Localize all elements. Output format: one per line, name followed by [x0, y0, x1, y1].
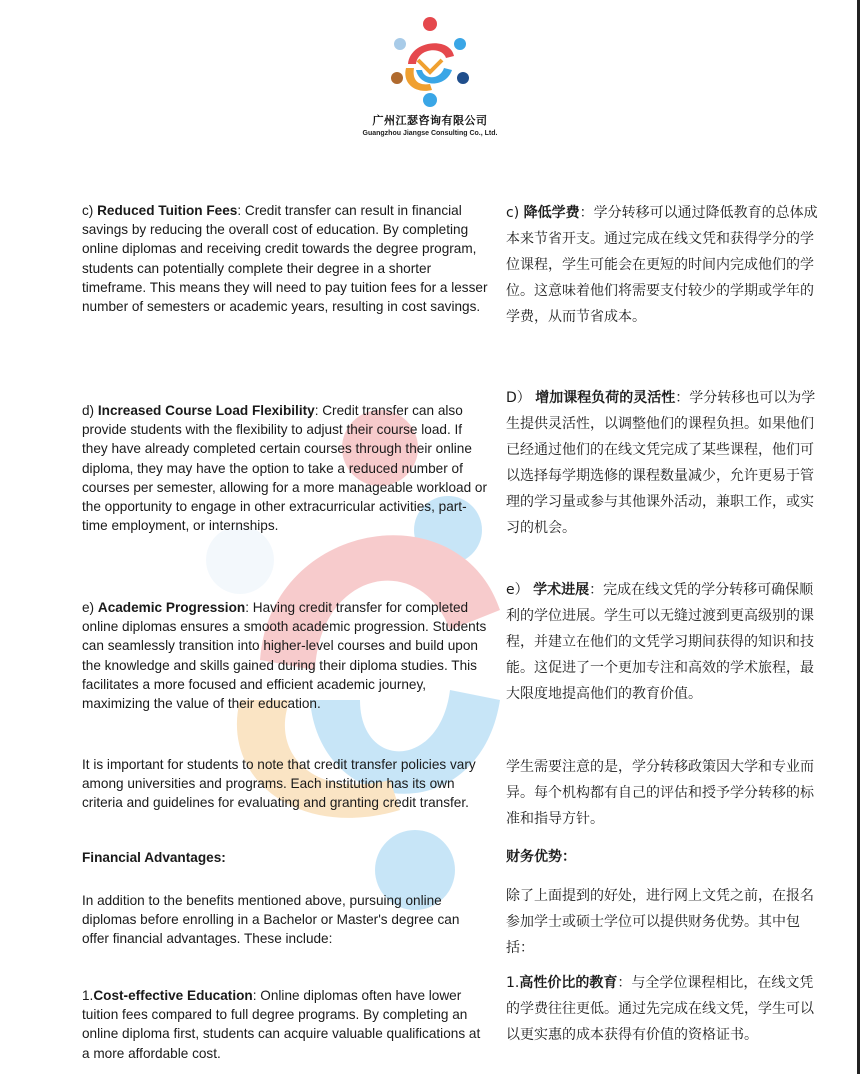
cn-c-prefix: c): [506, 205, 524, 221]
cn-e-heading: 学术进展: [533, 582, 590, 598]
cn-financial-heading: [506, 844, 824, 870]
cn-financial-intro: [506, 883, 824, 961]
en-e-body: : Having credit transfer for completed online diplomas ensures a smooth academic progression. Students can seamlessly transition into higher-level courses and build upon the knowledge and skills gained during their diploma studies. This facilitates a more focused and efficient academic journey, maximizing the value of their education.: [82, 600, 487, 712]
en-c-body: : Credit transfer can result in financial savings by reducing the overall cost of education. By completing online diplomas and receiving credit towards the degree program, students can potentially complete their degree in a shorter timeframe. This means they will need to pay tuition fees for a lesser number of semesters or academic years, resulting in cost savings.: [82, 203, 488, 315]
en-financial-intro-text: In addition to the benefits mentioned above, pursuing online diplomas before enrolling in a Bachelor or Master's degree can offer financial advantages. These include:: [82, 893, 460, 947]
watermark-dot-lightblue: [206, 526, 274, 594]
en-item1-heading: Cost-effective Education: [93, 988, 253, 1003]
cn-e-prefix: e）: [506, 582, 534, 598]
cn-item1-heading: 高性价比的教育: [519, 975, 618, 991]
header-logo: [0, 14, 860, 137]
cn-section-c: [506, 200, 824, 330]
cn-financial-heading-text: 财务优势：: [506, 849, 576, 865]
cn-section-e: [506, 577, 824, 707]
cn-c-body: ：学分转移可以通过降低教育的总体成本来节省开支。通过完成在线文凭和获得学分的学位课程，学生可能会在更短的时间内完成他们的学位。这意味着他们将需要支付较少的学期或学年的学费，从而节省成本。: [506, 205, 818, 325]
en-d-prefix: d): [82, 403, 98, 418]
en-note-text: It is important for students to note that credit transfer policies vary among universities and programs. Each institution has its own criteria and guidelines for evaluating and granting credit transfer.: [82, 757, 476, 811]
cn-financial-intro-text: 除了上面提到的好处，进行网上文凭之前，在报名参加学士或硕士学位可以提供财务优势。其中包括：: [506, 888, 814, 956]
en-note: [82, 755, 490, 813]
company-logo-icon: [388, 14, 472, 108]
en-section-e: [82, 598, 490, 713]
cn-d-heading: 增加课程负荷的灵活性: [535, 390, 676, 406]
en-financial-intro: [82, 891, 490, 949]
en-financial-heading: [82, 848, 490, 867]
cn-item-1: [506, 970, 824, 1048]
en-d-body: : Credit transfer can also provide students with the flexibility to adjust their course load. If they have already completed certain courses through their online diploma, they may have the option to take a reduced number of courses per semester, allowing for a more manageable workload or the opportunity to engage in other extracurricular activities, part-time employment, or internships.: [82, 403, 487, 534]
en-e-prefix: e): [82, 600, 98, 615]
en-c-prefix: c): [82, 203, 98, 218]
cn-d-prefix: D）: [506, 390, 536, 406]
cn-item1-prefix: 1.: [506, 975, 520, 991]
cn-e-body: ：完成在线文凭的学分转移可确保顺利的学位进展。学生可以无缝过渡到更高级别的课程，并建立在他们的文凭学习期间获得的知识和技能。这促进了一个更加专注和高效的学术旅程，最大限度地提高他们的教育价值。: [506, 582, 814, 702]
en-c-heading: Reduced Tuition Fees: [97, 203, 238, 218]
cn-item1-body: ：与全学位课程相比，在线文凭的学费往往更低。通过先完成在线文凭，学生可以以更实惠的成本获得有价值的资格证书。: [506, 975, 814, 1043]
cn-note-text: 学生需要注意的是，学分转移政策因大学和专业而异。每个机构都有自己的评估和授予学分转移的标准和指导方针。: [506, 759, 814, 827]
company-name-chinese: 广州江瑟咨询有限公司: [372, 114, 488, 127]
en-section-d: [82, 401, 490, 535]
en-item1-body: : Online diplomas often have lower tuition fees compared to full degree programs. By completing an online diploma first, students can acquire valuable qualifications at a more affordable cost.: [82, 988, 481, 1061]
cn-d-body: ：学分转移也可以为学生提供灵活性，以调整他们的课程负担。如果他们已经通过他们的在线文凭完成了某些课程，他们可以选择每学期选修的课程数量减少，允许更易于管理的学习量或参与其他课外活动，兼职工作，或实习的机会。: [506, 390, 816, 536]
company-name-english: Guangzhou Jiangse Consulting Co., Ltd.: [362, 130, 498, 137]
en-d-heading: Increased Course Load Flexibility: [97, 403, 315, 418]
en-item1-prefix: 1.: [82, 988, 94, 1003]
en-item-1: [82, 986, 490, 1063]
cn-section-d: [506, 385, 824, 541]
en-section-c: [82, 201, 490, 316]
en-e-heading: Academic Progression: [97, 600, 246, 615]
en-financial-heading-text: Financial Advantages:: [82, 850, 226, 865]
cn-c-heading: 降低学费: [523, 205, 580, 221]
cn-note: [506, 754, 824, 832]
